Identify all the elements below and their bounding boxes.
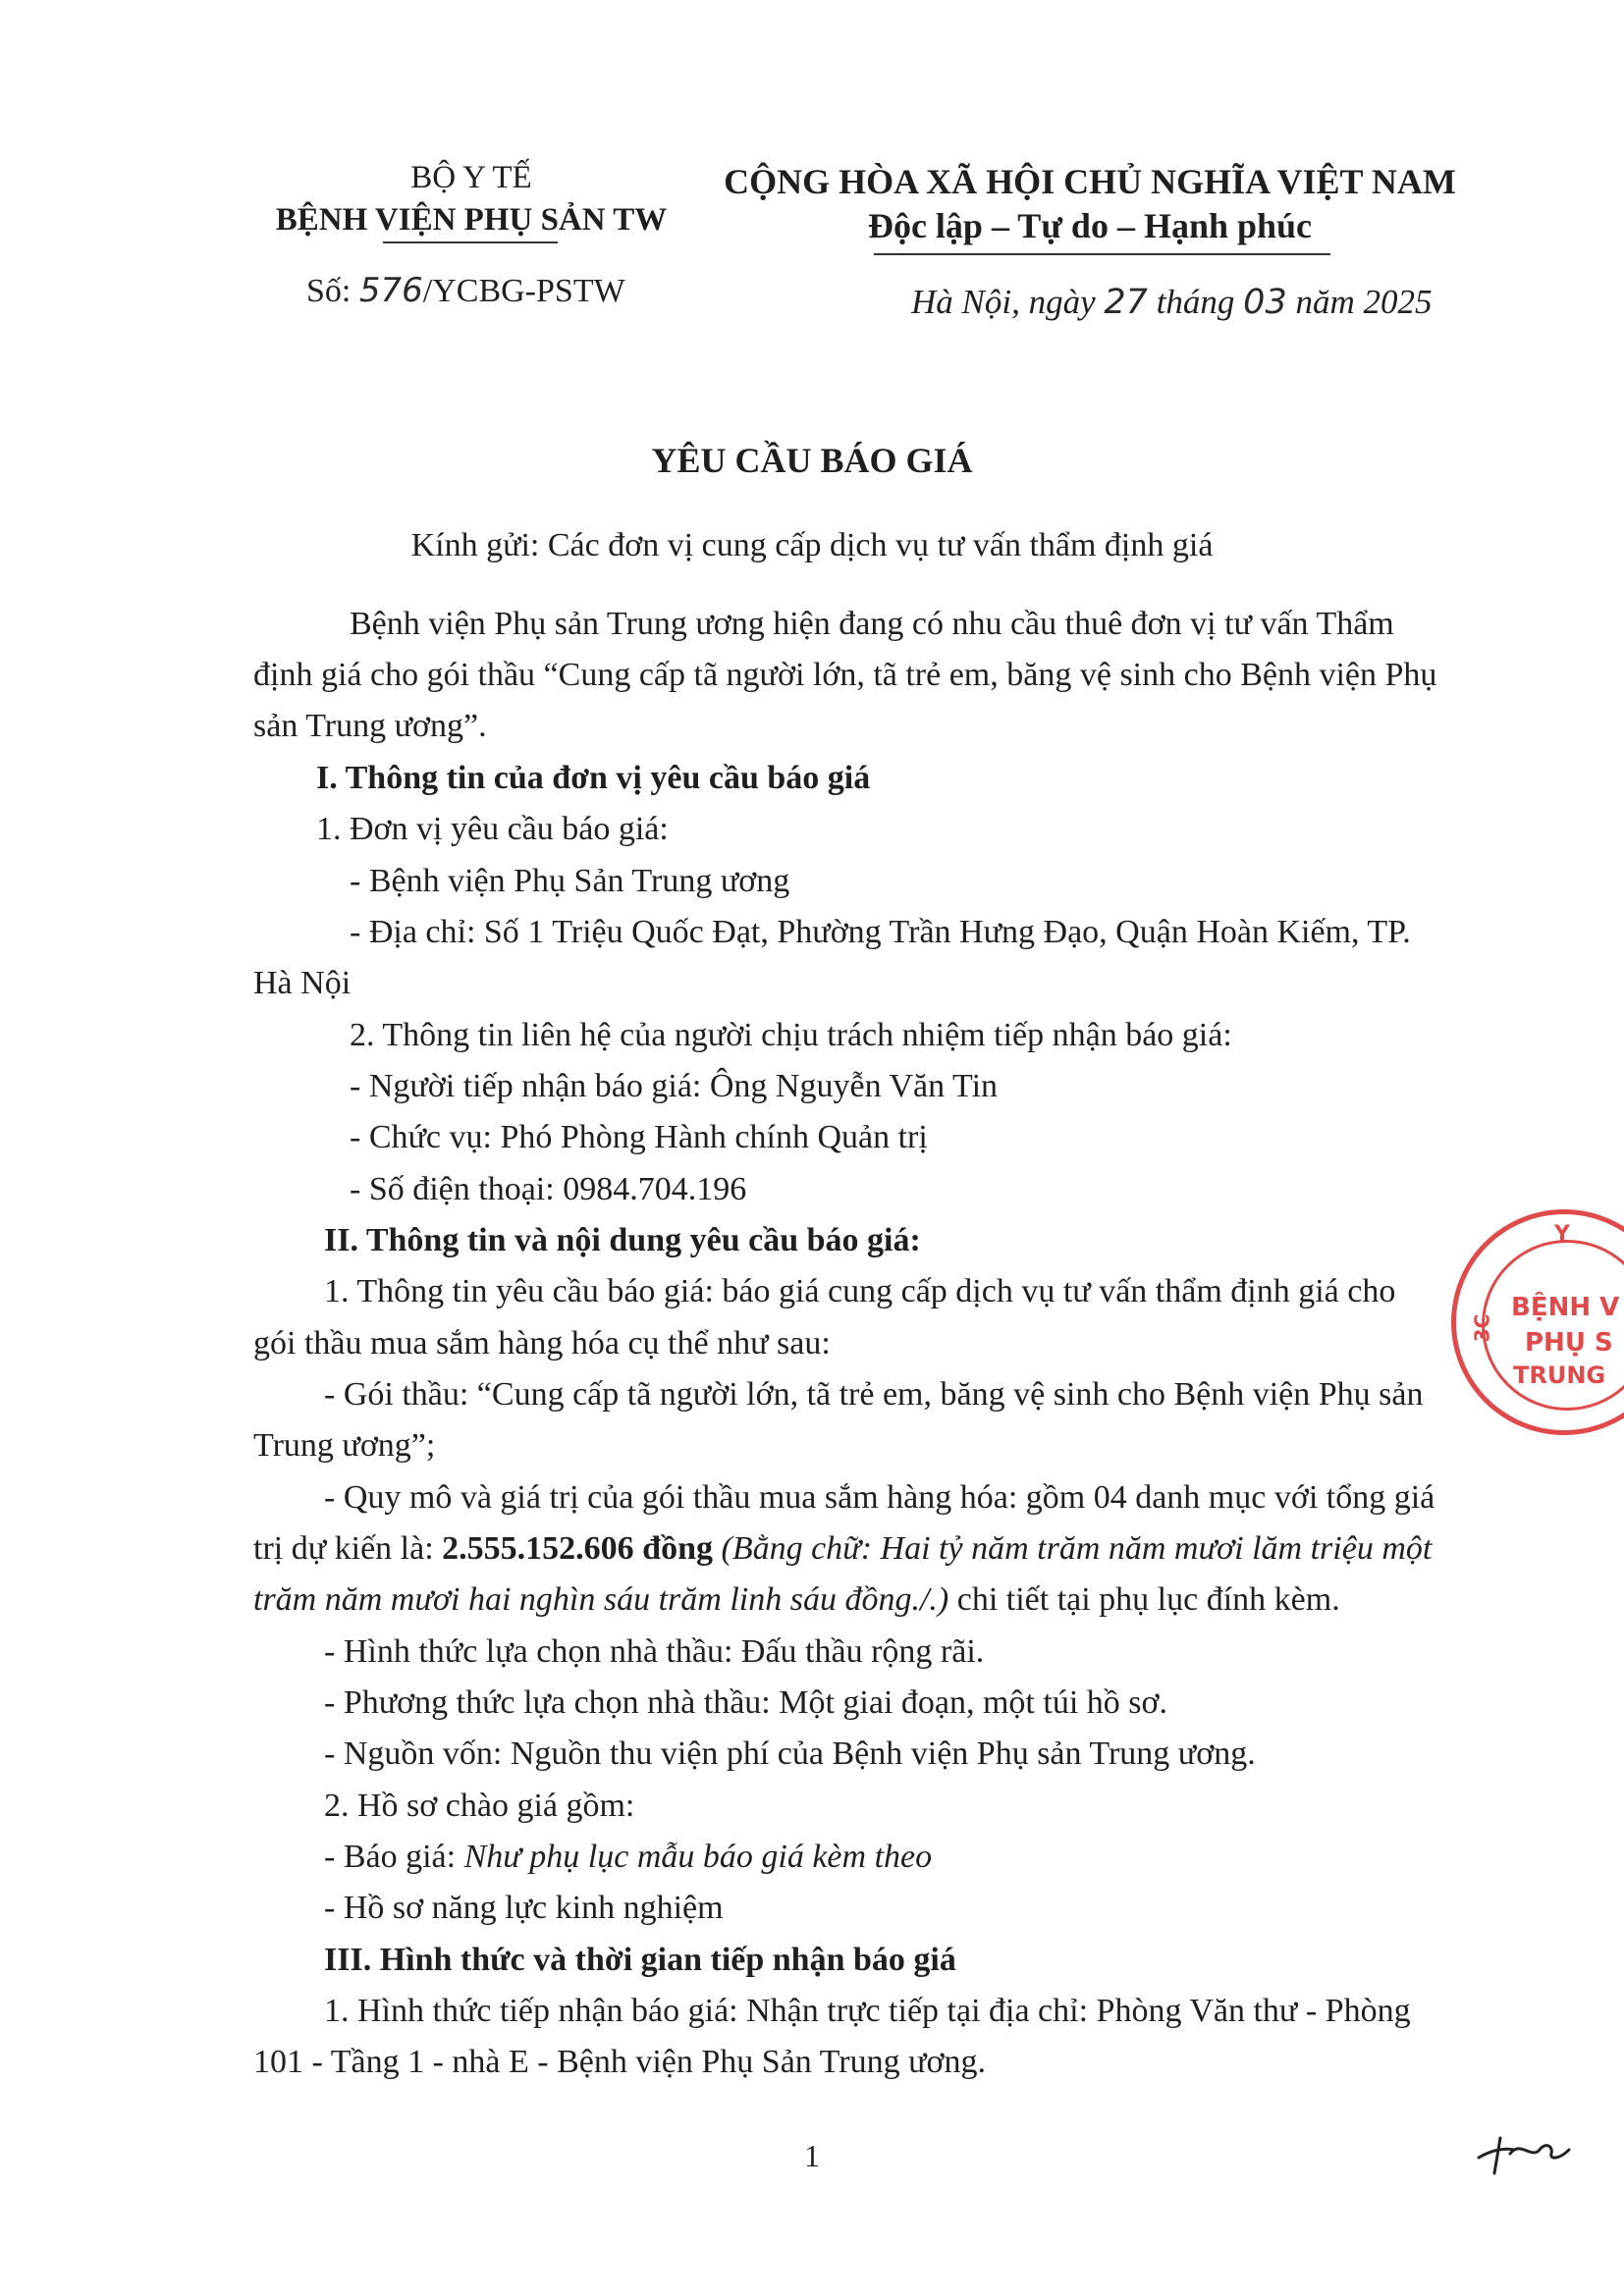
intro-line-3: sản Trung ương”. bbox=[253, 708, 487, 744]
stamp-line-1: BỆNH V bbox=[1511, 1293, 1620, 1322]
scale-line-2: trị dự kiến là: 2.555.152.606 đồng (Bằng chữ: Hai tỷ năm trăm năm mươi lăm triệu một bbox=[253, 1530, 1433, 1567]
intro-line-1: Bệnh viện Phụ sản Trung ương hiện đang có nhu cầu thuê đơn vị tư vấn Thẩm bbox=[350, 606, 1394, 642]
address-line-2: Hà Nội bbox=[253, 965, 352, 1001]
document-title: YÊU CẦU BÁO GIÁ bbox=[651, 441, 973, 480]
total-amount: 2.555.152.606 đồng bbox=[442, 1530, 713, 1567]
section-3-heading: III. Hình thức và thời gian tiếp nhận báo giá bbox=[324, 1942, 956, 1978]
section-1-item-1: 1. Đơn vị yêu cầu báo giá: bbox=[316, 811, 669, 847]
document-number: Số: 576/YCBG-PSTW bbox=[306, 271, 625, 310]
stamp-top-text: Y bbox=[1554, 1222, 1570, 1247]
receiver-name: - Người tiếp nhận báo giá: Ông Nguyễn Văn Tin bbox=[350, 1068, 999, 1104]
page-number: 1 bbox=[804, 2138, 820, 2173]
scale-line-1: - Quy mô và giá trị của gói thầu mua sắm hàng hóa: gồm 04 danh mục với tổng giá bbox=[324, 1479, 1435, 1516]
motto-underline bbox=[874, 253, 1330, 255]
header-left-underline bbox=[383, 241, 558, 243]
receiver-phone: - Số điện thoại: 0984.704.196 bbox=[350, 1171, 747, 1207]
selection-mode: - Phương thức lựa chọn nhà thầu: Một giai đoạn, một túi hồ sơ. bbox=[324, 1684, 1167, 1721]
national-motto bbox=[687, 160, 1492, 248]
red-seal-stamp bbox=[1451, 1209, 1624, 1435]
initials-signature bbox=[1471, 2120, 1579, 2179]
receiver-position: - Chức vụ: Phó Phòng Hành chính Quản trị bbox=[350, 1119, 928, 1155]
issuing-authority bbox=[245, 157, 697, 241]
stamp-line-2: PHỤ S bbox=[1525, 1328, 1613, 1358]
handwritten-number: 576 bbox=[358, 271, 423, 310]
scale-line-3: trăm năm mươi hai nghìn sáu trăm linh sáu đồng./.) chi tiết tại phụ lục đính kèm. bbox=[253, 1581, 1340, 1618]
motto: Độc lập – Tự do – Hạnh phúc bbox=[867, 206, 1313, 245]
handwritten-month: 03 bbox=[1243, 283, 1287, 322]
section-2-item-2: 2. Hồ sơ chào giá gồm: bbox=[324, 1788, 635, 1824]
quote-line: - Báo giá: Như phụ lục mẫu báo giá kèm theo bbox=[324, 1839, 933, 1875]
date-line: Hà Nội, ngày 27 tháng 03 năm 2025 bbox=[911, 283, 1433, 322]
recipient-line: Kính gửi: Các đơn vị cung cấp dịch vụ tư vấn thẩm định giá bbox=[410, 527, 1214, 563]
country-name: CỘNG HÒA XÃ HỘI CHỦ NGHĨA VIỆT NAM bbox=[724, 162, 1456, 201]
intro-line-2: định giá cho gói thầu “Cung cấp tã người lớn, tã trẻ em, băng vệ sinh cho Bệnh viện Phụ bbox=[253, 657, 1437, 693]
section-1-heading: I. Thông tin của đơn vị yêu cầu báo giá bbox=[316, 760, 871, 796]
selection-method: - Hình thức lựa chọn nhà thầu: Đấu thầu rộng rãi. bbox=[324, 1633, 985, 1670]
package-line-1: - Gói thầu: “Cung cấp tã người lớn, tã trẻ em, băng vệ sinh cho Bệnh viện Phụ sản bbox=[324, 1376, 1424, 1413]
ministry-name: BỘ Y TẾ bbox=[410, 160, 532, 195]
capacity-profile: - Hồ sơ năng lực kinh nghiệm bbox=[324, 1890, 724, 1926]
section-2-heading: II. Thông tin và nội dung yêu cầu báo giá: bbox=[324, 1222, 921, 1258]
stamp-line-3: TRUNG bbox=[1513, 1362, 1606, 1389]
requesting-unit: - Bệnh viện Phụ Sản Trung ương bbox=[350, 863, 790, 899]
section-1-item-2: 2. Thông tin liên hệ của người chịu trách nhiệm tiếp nhận báo giá: bbox=[350, 1017, 1232, 1053]
package-line-2: Trung ương”; bbox=[253, 1427, 436, 1464]
stamp-side-text: 3C bbox=[1470, 1313, 1494, 1343]
address-line-1: - Địa chỉ: Số 1 Triệu Quốc Đạt, Phường Trần Hưng Đạo, Quận Hoàn Kiếm, TP. bbox=[350, 914, 1411, 950]
funding-source: - Nguồn vốn: Nguồn thu viện phí của Bệnh viện Phụ sản Trung ương. bbox=[324, 1735, 1256, 1772]
section-3-item-1-line-2: 101 - Tầng 1 - nhà E - Bệnh viện Phụ Sản Trung ương. bbox=[253, 2044, 986, 2080]
section-2-item-1-line-2: gói thầu mua sắm hàng hóa cụ thể như sau: bbox=[253, 1325, 831, 1362]
hospital-name: BỆNH VIỆN PHỤ SẢN TW bbox=[275, 202, 668, 238]
handwritten-day: 27 bbox=[1104, 283, 1148, 322]
section-3-item-1-line-1: 1. Hình thức tiếp nhận báo giá: Nhận trực tiếp tại địa chỉ: Phòng Văn thư - Phòng bbox=[324, 1993, 1411, 2029]
section-2-item-1-line-1: 1. Thông tin yêu cầu báo giá: báo giá cung cấp dịch vụ tư vấn thẩm định giá cho bbox=[324, 1273, 1396, 1309]
